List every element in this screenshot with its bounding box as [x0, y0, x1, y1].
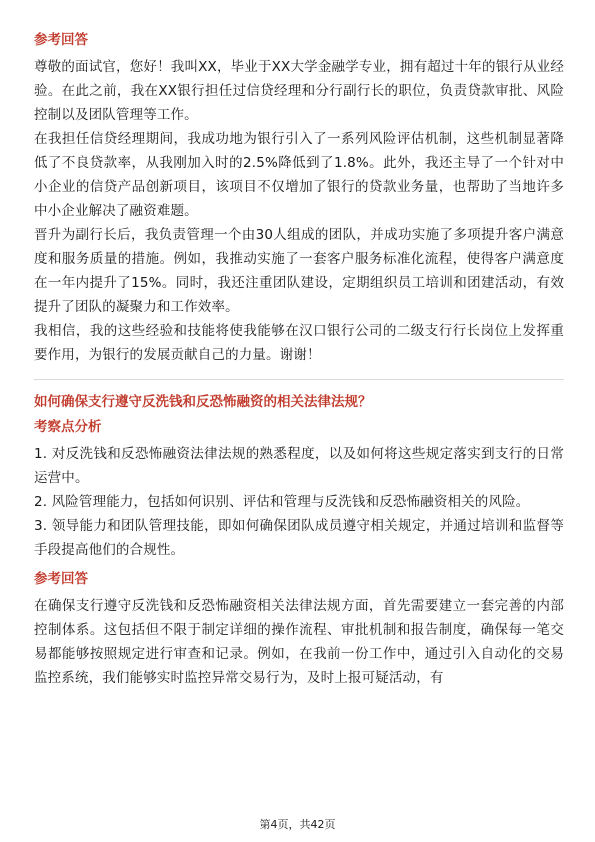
analysis-point: 3. 领导能力和团队管理技能，即如何确保团队成员遵守相关规定，并通过培训和监督等手段提高他们的合规性。 — [34, 518, 564, 558]
answer-paragraph: 我相信，我的这些经验和技能将使我能够在汉口银行公司的二级支行行长岗位上发挥重要作用，为银行的发展贡献自己的力量。谢谢！ — [34, 323, 564, 363]
answer-paragraph: 在我担任信贷经理期间，我成功地为银行引入了一系列风险评估机制，这些机制显著降低了不良贷款率，从我刚加入时的2.5%降低到了1.8%。此外，我还主导了一个针对中小企业的信贷产品创新项目，该项目不仅增加了银行的贷款业务量，也帮助了当地许多中小企业解决了融资难题。 — [34, 131, 564, 219]
analysis-point: 2. 风险管理能力，包括如何识别、评估和管理与反洗钱和反恐怖融资相关的风险。 — [34, 494, 530, 510]
spacer — [34, 562, 564, 569]
answer-paragraph: 尊敬的面试官，您好！我叫XX，毕业于XX大学金融学专业，拥有超过十年的银行从业经验。在此之前，我在XX银行担任过信贷经理和分行副行长的职位，负责贷款审批、风险控制以及团队管理等工作。 — [34, 59, 564, 123]
answer-paragraph: 晋升为副行长后，我负责管理一个由30人组成的团队，并成功实施了多项提升客户满意度和服务质量的措施。例如，我推动实施了一套客户服务标准化流程，使得客户满意度在一年内提升了15%。同时，我还注重团队建设，定期组织员工培训和团建活动，有效提升了团队的凝聚力和工作效率。 — [34, 227, 564, 315]
answer-label: 参考回答 — [34, 32, 88, 48]
document-page — [34, 30, 564, 690]
section-divider — [34, 379, 564, 380]
answer-label: 参考回答 — [34, 571, 88, 587]
analysis-label: 考察点分析 — [34, 419, 102, 435]
analysis-point: 1. 对反洗钱和反恐怖融资法律法规的熟悉程度，以及如何将这些规定落实到支行的日常运营中。 — [34, 446, 564, 486]
question-heading: 如何确保支行遵守反洗钱和反恐怖融资的相关法律法规？ — [34, 394, 372, 410]
page-number: 第4页，共42页 — [259, 818, 336, 831]
answer-paragraph: 在确保支行遵守反洗钱和反恐怖融资相关法律法规方面，首先需要建立一套完善的内部控制体系。这包括但不限于制定详细的操作流程、审批机制和报告制度，确保每一笔交易都能够按照规定进行审查和记录。例如，在我前一份工作中，通过引入自动化的交易监控系统，我们能够实时监控异常交易行为，及时上报可疑活动，有 — [34, 598, 564, 686]
